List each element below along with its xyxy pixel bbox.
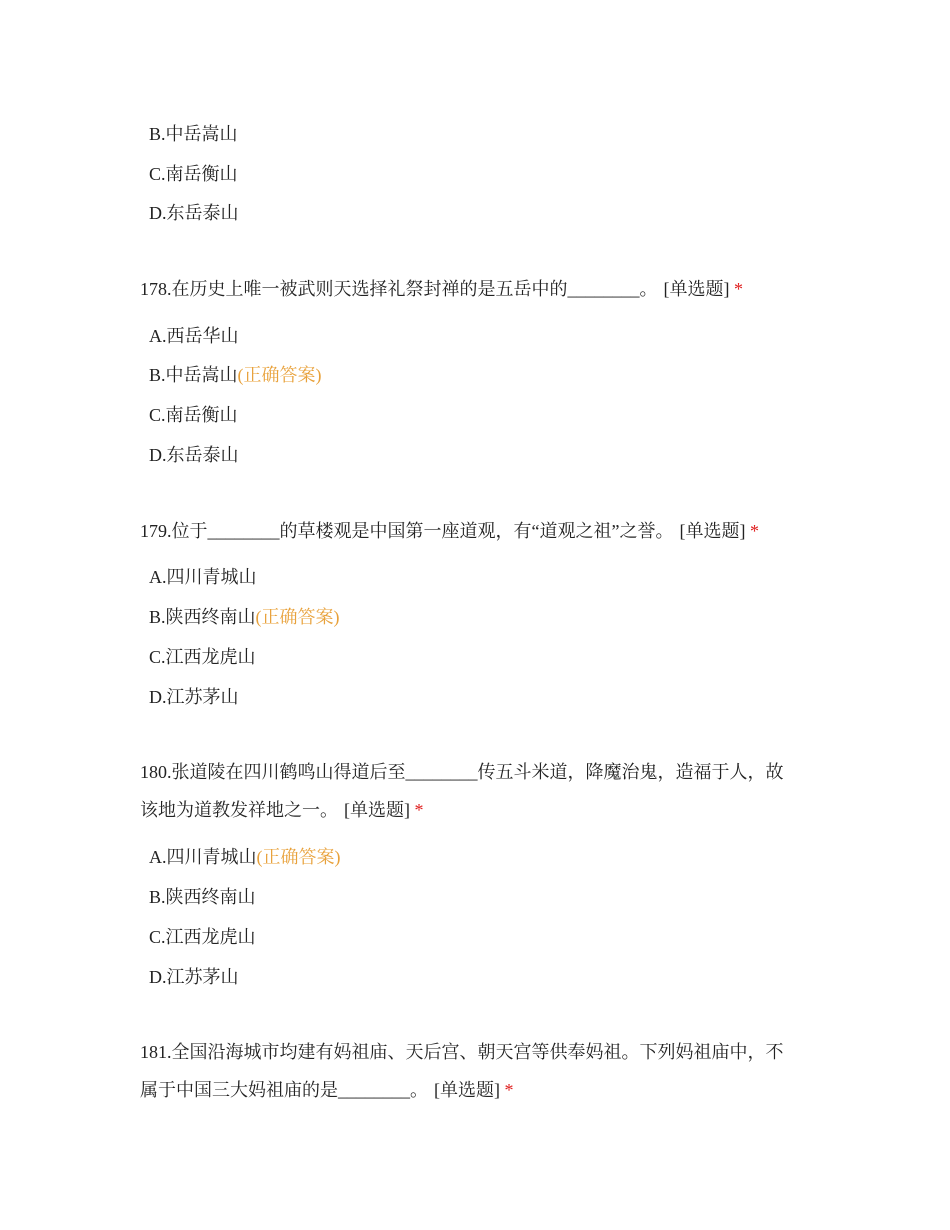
q178-question — [140, 270, 812, 308]
q177-option-c[interactable] — [149, 163, 238, 185]
question-type: [单选题] — [663, 279, 730, 299]
required-mark: * — [749, 521, 759, 541]
q181-stem-line-2 — [140, 1071, 812, 1109]
question-type: [单选题] — [344, 800, 410, 820]
required-mark: * — [414, 800, 424, 820]
q180-option-b[interactable] — [149, 886, 256, 908]
option-label: A.四川青城山 — [149, 567, 257, 587]
q181-stem-line-1 — [140, 1033, 812, 1071]
q179-option-a[interactable] — [149, 566, 257, 588]
option-label: C.南岳衡山 — [149, 405, 238, 425]
question-stem: 180.张道陵在四川鹤鸣山得道后至________传五斗米道，降魔治鬼，造福于人，故 — [140, 762, 784, 782]
question-type: [单选题] — [434, 1080, 500, 1100]
required-mark: * — [734, 279, 743, 299]
option-label: B.陕西终南山 — [149, 607, 256, 627]
q179-option-d[interactable] — [149, 686, 239, 708]
option-label: B.中岳嵩山 — [149, 124, 238, 144]
question-stem: 178.在历史上唯一被武则天选择礼祭封禅的是五岳中的________。 — [140, 279, 658, 299]
q179-option-b[interactable] — [149, 606, 340, 628]
q179-option-c[interactable] — [149, 646, 256, 668]
option-label: D.江苏茅山 — [149, 687, 239, 707]
correct-answer-tag: (正确答案) — [237, 365, 322, 385]
question-type: [单选题] — [679, 521, 746, 541]
question-stem-continued: 该地为道教发祥地之一。 — [140, 800, 338, 820]
q178-option-d[interactable] — [149, 444, 239, 466]
q179-stem-line — [140, 512, 812, 550]
q178-option-a[interactable] — [149, 325, 239, 347]
q180-option-d[interactable] — [149, 966, 239, 988]
option-label: B.中岳嵩山 — [149, 365, 238, 385]
correct-answer-tag: (正确答案) — [256, 847, 341, 867]
option-label: D.江苏茅山 — [149, 967, 239, 987]
q181-question — [140, 1033, 812, 1109]
option-label: C.南岳衡山 — [149, 164, 238, 184]
option-label: D.东岳泰山 — [149, 203, 239, 223]
q180-option-a[interactable] — [149, 846, 341, 868]
question-stem-continued: 属于中国三大妈祖庙的是________。 — [140, 1080, 428, 1100]
q178-stem-line — [140, 270, 812, 308]
option-label: D.东岳泰山 — [149, 445, 239, 465]
q177-option-b[interactable] — [149, 123, 238, 145]
option-label: B.陕西终南山 — [149, 887, 256, 907]
q180-stem-line-2 — [140, 791, 812, 829]
correct-answer-tag: (正确答案) — [255, 607, 340, 627]
required-mark: * — [504, 1080, 514, 1100]
question-stem: 179.位于________的草楼观是中国第一座道观，有“道观之祖”之誉。 — [140, 521, 674, 541]
q177-option-d[interactable] — [149, 202, 239, 224]
q180-question — [140, 753, 812, 829]
q178-option-c[interactable] — [149, 404, 238, 426]
q179-question — [140, 512, 812, 550]
question-stem: 181.全国沿海城市均建有妈祖庙、天后宫、朝天宫等供奉妈祖。下列妈祖庙中，不 — [140, 1042, 784, 1062]
option-label: C.江西龙虎山 — [149, 927, 256, 947]
option-label: C.江西龙虎山 — [149, 647, 256, 667]
q178-option-b[interactable] — [149, 364, 322, 386]
option-label: A.西岳华山 — [149, 326, 239, 346]
option-label: A.四川青城山 — [149, 847, 257, 867]
q180-option-c[interactable] — [149, 926, 256, 948]
q180-stem-line-1 — [140, 753, 812, 791]
